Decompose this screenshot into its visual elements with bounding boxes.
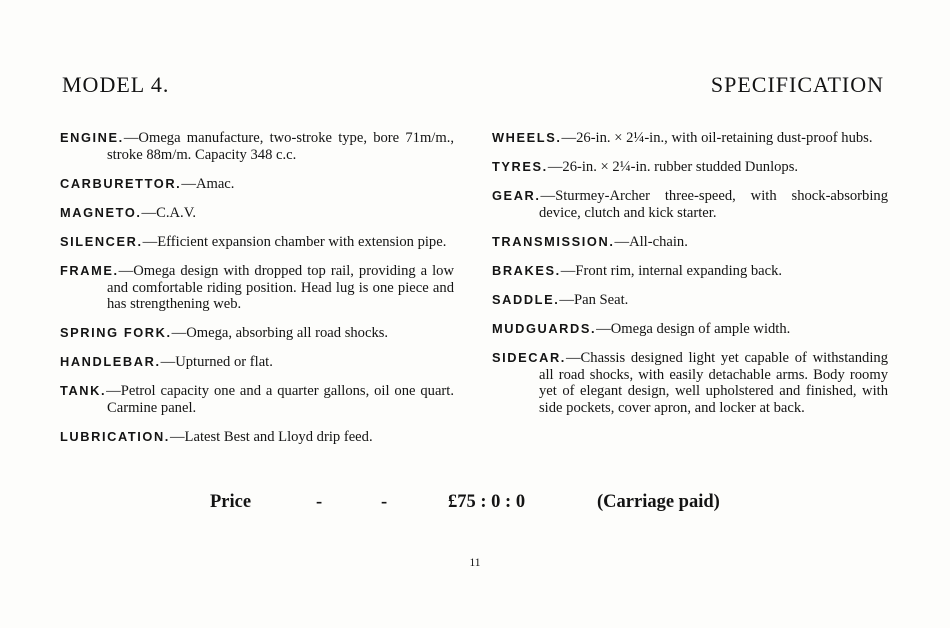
spec-text: —Omega design of ample width. — [596, 321, 791, 338]
spec-key: SPRING FORK. — [60, 325, 172, 341]
spec-text: —Efficient expansion chamber with extension pipe. — [142, 233, 447, 250]
spec-item — [492, 263, 888, 280]
spec-key: CARBURETTOR. — [60, 175, 182, 191]
spec-key: SILENCER. — [60, 233, 143, 249]
price-line — [0, 492, 950, 518]
spec-text: —Chassis designed light yet capable of withstanding all road shocks, with easily detachable arms. Body roomy yet of elegant design, well upholstered and finished, with side pockets, cover apron, and locker at back. — [539, 350, 888, 417]
spec-key: MAGNETO. — [60, 204, 142, 220]
spec-item — [60, 130, 454, 163]
spec-text: —C.A.V. — [141, 204, 197, 221]
spec-key: FRAME. — [60, 262, 119, 278]
price-dash: - — [381, 492, 388, 512]
price-dash: - — [316, 492, 323, 512]
spec-text: —Sturmey-Archer three-speed, with shock-absorbing device, clutch and kick starter. — [539, 188, 888, 221]
spec-key: TYRES. — [492, 159, 548, 175]
spec-item — [492, 159, 888, 176]
spec-key: WHEELS. — [492, 130, 562, 145]
spec-text: —Omega manufacture, two-stroke type, bore 71m/m., stroke 88m/m. Capacity 348 c.c. — [107, 130, 454, 163]
spec-item — [492, 350, 888, 416]
price-label: Price — [210, 492, 252, 512]
spec-text: —Petrol capacity one and a quarter gallons, oil one quart. Carmine panel. — [106, 383, 454, 417]
spec-item — [60, 176, 454, 193]
spec-text: —Amac. — [181, 175, 235, 192]
spec-item — [492, 188, 888, 221]
spec-text: —Pan Seat. — [559, 292, 629, 309]
spec-key: HANDLEBAR. — [60, 354, 161, 370]
spec-key: LUBRICATION. — [60, 429, 170, 445]
spec-text: —Latest Best and Lloyd drip feed. — [169, 429, 373, 446]
spec-item — [60, 205, 454, 222]
spec-text: —26-in. × 2¼-in., with oil-retaining dust-proof hubs. — [561, 130, 873, 146]
spec-key: SADDLE. — [492, 292, 560, 308]
spec-item — [60, 383, 454, 416]
price-note: (Carriage paid) — [597, 492, 720, 512]
spec-item — [60, 263, 454, 313]
spec-key: BRAKES. — [492, 262, 561, 278]
spec-column-left — [60, 130, 454, 458]
spec-item — [60, 325, 454, 342]
spec-text: —Omega, absorbing all road shocks. — [171, 325, 389, 342]
specification-heading: SPECIFICATION — [710, 72, 884, 97]
spec-text: —Upturned or flat. — [160, 354, 273, 371]
spec-text: —Omega design with dropped top rail, providing a low and comfortable riding position. Head lug is one piece and has strengthening web. — [107, 262, 454, 313]
spec-item — [492, 292, 888, 309]
page-number: 11 — [469, 557, 481, 569]
spec-item — [60, 234, 454, 251]
spec-item — [60, 354, 454, 371]
price-amount: £75 : 0 : 0 — [448, 492, 526, 512]
spec-key: GEAR. — [492, 188, 541, 204]
spec-column-right — [492, 130, 888, 429]
model-heading: MODEL 4. — [62, 72, 170, 97]
spec-key: ENGINE. — [60, 130, 124, 145]
spec-text: —Front rim, internal expanding back. — [560, 262, 783, 279]
spec-key: TANK. — [60, 383, 107, 399]
spec-item — [492, 234, 888, 251]
spec-item — [492, 321, 888, 338]
spec-text: —26-in. × 2¼-in. rubber studded Dunlops. — [547, 159, 799, 176]
spec-text: —All-chain. — [614, 233, 688, 250]
spec-key: MUDGUARDS. — [492, 321, 597, 337]
spec-key: TRANSMISSION. — [492, 233, 615, 249]
spec-key: SIDECAR. — [492, 350, 566, 366]
spec-item — [60, 429, 454, 446]
spec-item — [492, 130, 888, 147]
